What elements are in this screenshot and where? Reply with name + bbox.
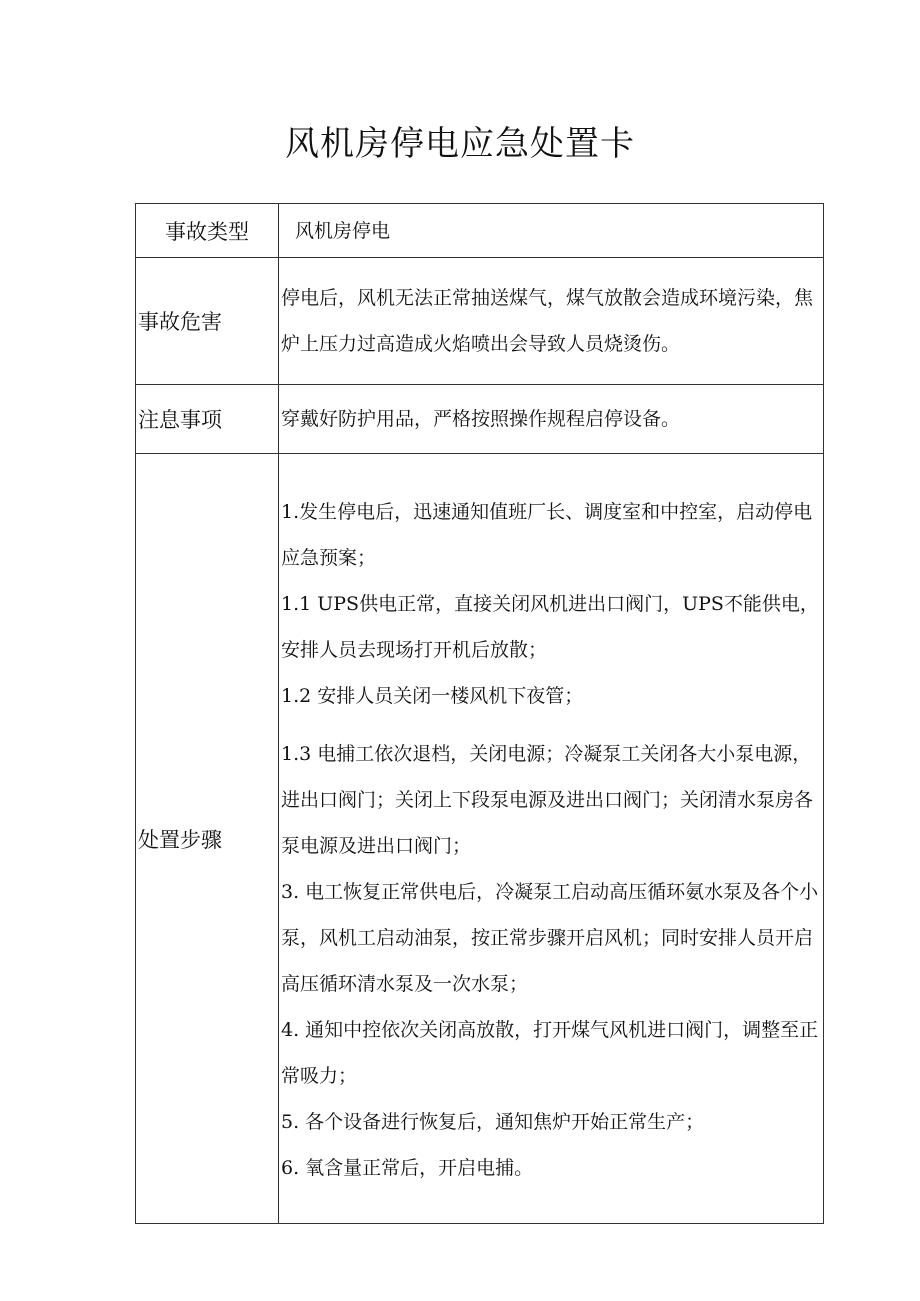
accident-type-label: 事故类型 bbox=[165, 219, 249, 244]
step-item: 1.2 安排人员关闭一楼风机下夜管； bbox=[281, 684, 584, 707]
step-item: 6. 氧含量正常后，开启电捕。 bbox=[281, 1156, 534, 1179]
step-item: 4. 通知中控依次关闭高放散，打开煤气风机进口阀门，调整至正常吸力； bbox=[281, 1018, 819, 1087]
value-cell bbox=[279, 258, 824, 385]
step-item: 1.3 电捕工依次退档，关闭电源；冷凝泵工关闭各大小泵电源，进出口阀门；关闭上下段泵电源及进出口阀门；关闭清水泵房各泵电源及进出口阀门； bbox=[281, 742, 814, 857]
step-item: 3. 电工恢复正常供电后，冷凝泵工启动高压循环氨水泵及各个小泵，风机工启动油泵，按正常步骤开启风机；同时安排人员开启高压循环清水泵及一次水泵； bbox=[281, 880, 819, 995]
table-row-notes bbox=[136, 385, 824, 454]
table-row-accident-type bbox=[136, 204, 824, 258]
step-item: 5. 各个设备进行恢复后，通知焦炉开始正常生产； bbox=[281, 1110, 705, 1133]
page-title: 风机房停电应急处置卡 bbox=[285, 124, 635, 164]
label-cell bbox=[136, 258, 279, 385]
step-item: 1.发生停电后，迅速通知值班厂长、调度室和中控室，启动停电应急预案； bbox=[281, 500, 813, 569]
table-row-steps bbox=[136, 454, 824, 1224]
steps-label: 处置步骤 bbox=[138, 827, 222, 852]
step-item: 1.1 UPS供电正常，直接关闭风机进出口阀门，UPS不能供电，安排人员去现场打开机后放散； bbox=[281, 592, 819, 661]
emergency-card-table bbox=[135, 203, 824, 1224]
steps-list bbox=[279, 477, 823, 1201]
label-cell bbox=[136, 204, 279, 258]
table-row-accident-hazard bbox=[136, 258, 824, 385]
value-cell bbox=[279, 204, 824, 258]
label-cell bbox=[136, 385, 279, 454]
label-cell bbox=[136, 454, 279, 1224]
accident-type-value: 风机房停电 bbox=[295, 219, 391, 242]
value-cell bbox=[279, 385, 824, 454]
accident-hazard-value: 停电后，风机无法正常抽送煤气，煤气放散会造成环境污染，焦炉上压力过高造成火焰喷出会导致人员烧烫伤。 bbox=[281, 287, 814, 355]
notes-label: 注息事项 bbox=[138, 408, 222, 432]
value-cell bbox=[279, 454, 824, 1224]
accident-hazard-label: 事故危害 bbox=[138, 310, 222, 334]
notes-value: 穿戴好防护用品，严格按照操作规程启停设备。 bbox=[281, 408, 681, 430]
